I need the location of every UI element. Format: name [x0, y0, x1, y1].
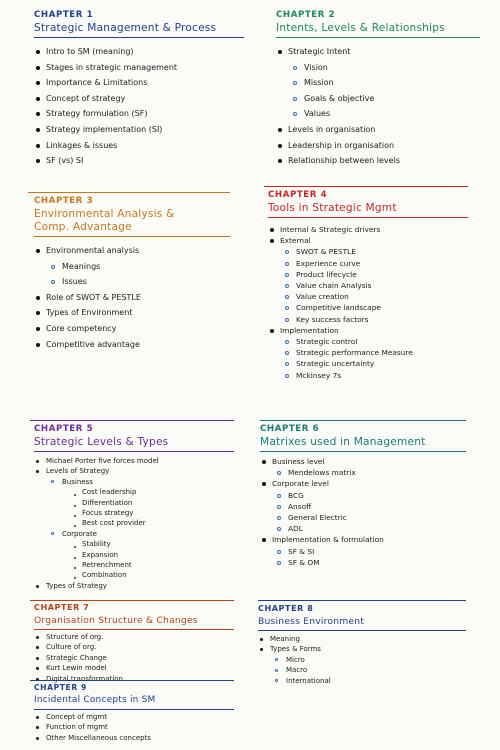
- topic-item: [34, 663, 234, 673]
- chapter-title: Strategic Management & Process: [34, 22, 244, 38]
- topic-text: SF & SI: [288, 546, 315, 556]
- topic-text: Meaning: [270, 635, 300, 643]
- bullet-icon: [285, 295, 289, 299]
- bullet-icon: [36, 50, 40, 54]
- chapter-label: CHAPTER 5: [34, 424, 94, 434]
- topic-item: [276, 153, 480, 169]
- topic-item: [34, 75, 244, 91]
- topic-text: Internal & Strategic drivers: [280, 225, 381, 234]
- topic-text: Stability: [82, 540, 111, 549]
- topic-item: [260, 456, 466, 467]
- bullet-icon: [262, 482, 266, 486]
- chapter-4: [268, 186, 468, 381]
- sub-subtopic-item: [34, 539, 234, 549]
- sub-subtopic-item: [34, 570, 234, 580]
- topic-text: Strategic Change: [46, 653, 107, 662]
- bullet-icon: [74, 494, 76, 496]
- topic-text: International: [286, 676, 331, 685]
- topic-item: [34, 153, 244, 169]
- topic-text: Implementation & formulation: [272, 535, 384, 545]
- topic-list: [276, 44, 480, 169]
- topic-item: [268, 325, 468, 336]
- topic-text: Best cost provider: [82, 519, 146, 528]
- topic-item: [34, 466, 234, 476]
- bullet-icon: [36, 112, 40, 116]
- topic-item: [276, 44, 480, 60]
- bullet-icon: [262, 538, 266, 542]
- bullet-icon: [285, 351, 289, 355]
- top-rule: [264, 186, 468, 187]
- chapter-label: CHAPTER 1: [34, 10, 94, 20]
- bullet-icon: [36, 97, 40, 101]
- bullet-icon: [36, 66, 40, 70]
- topic-text: Concept of mgmt: [46, 713, 107, 721]
- topic-text: Macro: [286, 666, 308, 675]
- top-rule: [28, 192, 230, 193]
- bullet-icon: [36, 327, 40, 331]
- topic-item: [34, 321, 230, 337]
- topic-text: Types of Environment: [46, 308, 133, 318]
- bullet-icon: [277, 527, 281, 531]
- bullet-icon: [293, 97, 297, 101]
- top-rule: [260, 420, 466, 421]
- bullet-icon: [51, 532, 54, 535]
- topic-item: [34, 91, 244, 107]
- chapter-label: CHAPTER 4: [268, 190, 328, 200]
- bullet-icon: [278, 159, 282, 163]
- topic-item: [34, 243, 230, 259]
- bullet-icon: [51, 265, 55, 269]
- bullet-icon: [36, 646, 39, 649]
- bullet-icon: [275, 679, 278, 682]
- topic-item: [34, 722, 234, 732]
- subtopic-item: [258, 676, 466, 686]
- bullet-icon: [285, 340, 289, 344]
- topic-text: Experience curve: [296, 258, 361, 268]
- topic-text: SWOT & PESTLE: [296, 247, 356, 257]
- chapter-title: Business Environment: [258, 615, 466, 631]
- sub-subtopic-item: [34, 550, 234, 560]
- bullet-icon: [260, 648, 263, 651]
- topic-text: Role of SWOT & PESTLE: [46, 292, 141, 302]
- topic-item: [258, 634, 466, 644]
- topic-text: Goals & objective: [304, 93, 375, 103]
- chapter-3: [34, 192, 230, 352]
- bullet-icon: [270, 228, 274, 232]
- chapter-title: Incidental Concepts in SM: [34, 694, 234, 710]
- topic-text: Stages in strategic management: [46, 62, 178, 72]
- bullet-icon: [277, 494, 281, 498]
- topic-item: [34, 60, 244, 76]
- bullet-icon: [36, 144, 40, 148]
- subtopic-item: [260, 523, 466, 534]
- chapter-label: CHAPTER 2: [276, 10, 336, 20]
- topic-text: Levels in organisation: [288, 124, 376, 134]
- chapter-9: [34, 680, 234, 743]
- topic-text: Corporate: [62, 529, 97, 538]
- topic-text: Environmental analysis: [46, 246, 140, 255]
- subtopic-item: [268, 302, 468, 313]
- topic-text: Intro to SM (meaning): [46, 47, 134, 56]
- sub-subtopic-item: [34, 560, 234, 570]
- bullet-icon: [285, 306, 289, 310]
- subtopic-item: [34, 259, 230, 275]
- topic-item: [34, 44, 244, 60]
- topic-text: Business level: [272, 457, 325, 466]
- subtopic-item: [268, 314, 468, 325]
- subtopic-item: [268, 269, 468, 280]
- topic-text: Micro: [286, 655, 305, 664]
- topic-text: SF (vs) SI: [46, 156, 84, 166]
- chapter-title: Organisation Structure & Changes: [34, 614, 234, 630]
- topic-text: Strategy implementation (SI): [46, 124, 163, 134]
- subtopic-item: [276, 91, 480, 107]
- topic-item: [268, 235, 468, 246]
- topic-text: Strategic uncertainty: [296, 359, 375, 369]
- chapter-7: [34, 600, 234, 684]
- bullet-icon: [285, 374, 289, 378]
- topic-text: Vision: [304, 62, 328, 72]
- top-rule: [30, 420, 234, 421]
- topic-text: ADL: [288, 524, 303, 534]
- subtopic-item: [34, 274, 230, 290]
- topic-text: Mendelows matrix: [288, 468, 356, 478]
- bullet-icon: [277, 550, 281, 554]
- topic-item: [34, 106, 244, 122]
- topic-text: Meanings: [62, 261, 101, 271]
- bullet-icon: [36, 726, 39, 729]
- bullet-icon: [36, 343, 40, 347]
- chapter-title-line-2: Comp. Advantage: [34, 221, 230, 237]
- topic-text: Combination: [82, 571, 127, 580]
- topic-list: [258, 634, 466, 686]
- topic-text: Kurt Lewin model: [46, 664, 107, 673]
- topic-text: Competitive advantage: [46, 339, 140, 349]
- topic-text: Strategy formulation (SF): [46, 109, 148, 119]
- topic-text: Strategic control: [296, 337, 358, 347]
- bullet-icon: [36, 667, 39, 670]
- bullet-icon: [74, 505, 76, 507]
- topic-text: Key success factors: [296, 314, 369, 324]
- topic-item: [34, 653, 234, 663]
- chapter-label: CHAPTER 6: [260, 424, 320, 434]
- chapter-label: CHAPTER 3: [34, 196, 94, 206]
- subtopic-item: [268, 291, 468, 302]
- topic-text: Strategic Intent: [288, 47, 351, 56]
- bullet-icon: [74, 567, 76, 569]
- topic-list: [34, 456, 234, 591]
- topic-text: Focus strategy: [82, 509, 134, 518]
- topic-text: Types & Forms: [270, 645, 321, 654]
- bullet-icon: [277, 505, 281, 509]
- sub-subtopic-item: [34, 508, 234, 518]
- bullet-icon: [260, 638, 263, 641]
- bullet-icon: [36, 296, 40, 300]
- bullet-icon: [36, 249, 40, 253]
- topic-list: [34, 243, 230, 352]
- bullet-icon: [51, 480, 54, 483]
- topic-item: [258, 644, 466, 654]
- bullet-icon: [285, 250, 289, 254]
- topic-text: Core competency: [46, 323, 117, 333]
- topic-text: External: [280, 236, 311, 246]
- topic-item: [34, 122, 244, 138]
- bullet-icon: [285, 284, 289, 288]
- top-rule: [258, 600, 466, 601]
- bullet-icon: [278, 50, 282, 54]
- topic-item: [34, 642, 234, 652]
- chapter-2: [276, 10, 480, 169]
- topic-text: Expansion: [82, 550, 119, 559]
- topic-item: [34, 712, 234, 722]
- subtopic-item: [260, 467, 466, 478]
- topic-text: Michael Porter five forces model: [46, 457, 159, 465]
- bullet-icon: [36, 460, 39, 463]
- bullet-icon: [293, 81, 297, 85]
- bullet-icon: [36, 311, 40, 315]
- topic-text: Types of Strategy: [46, 581, 107, 590]
- chapter-label: CHAPTER 8: [258, 604, 314, 613]
- topic-text: Levels of Strategy: [46, 467, 110, 476]
- topic-list: [260, 456, 466, 568]
- chapter-title: Intents, Levels & Relationships: [276, 22, 480, 38]
- topic-text: Differentiation: [82, 498, 133, 507]
- chapter-6: [260, 420, 466, 568]
- bullet-icon: [285, 273, 289, 277]
- bullet-icon: [36, 737, 39, 740]
- topic-text: Other Miscellaneous concepts: [46, 733, 151, 742]
- bullet-icon: [36, 636, 39, 639]
- topic-text: Implementation: [280, 325, 339, 335]
- subtopic-item: [258, 665, 466, 675]
- bullet-icon: [74, 557, 76, 559]
- sub-subtopic-item: [34, 498, 234, 508]
- chapter-title: Strategic Levels & Types: [34, 436, 234, 452]
- chapter-label: CHAPTER 7: [34, 603, 90, 612]
- sub-subtopic-item: [34, 518, 234, 528]
- bullet-icon: [74, 546, 76, 548]
- bullet-icon: [278, 128, 282, 132]
- bullet-icon: [36, 657, 39, 660]
- bullet-icon: [277, 471, 281, 475]
- sub-subtopic-item: [34, 487, 234, 497]
- topic-item: [34, 337, 230, 353]
- chapter-5: [34, 420, 234, 591]
- topic-text: Corporate level: [272, 479, 329, 489]
- topic-text: Mckinsey 7s: [296, 370, 342, 380]
- subtopic-item: [260, 557, 466, 568]
- top-rule: [30, 600, 234, 601]
- topic-item: [34, 456, 234, 466]
- subtopic-item: [268, 280, 468, 291]
- bullet-icon: [36, 159, 40, 163]
- topic-text: Function of mgmt: [46, 723, 108, 732]
- bullet-icon: [36, 81, 40, 85]
- topic-text: Cost leadership: [82, 488, 137, 497]
- topic-item: [34, 632, 234, 642]
- bullet-icon: [36, 716, 39, 719]
- topic-text: Business: [62, 477, 93, 486]
- bullet-icon: [293, 112, 297, 116]
- subtopic-item: [268, 336, 468, 347]
- topic-item: [34, 305, 230, 321]
- topic-item: [260, 534, 466, 545]
- topic-text: Structure of org.: [46, 633, 104, 641]
- topic-text: Competitive landscape: [296, 303, 381, 313]
- topic-text: Product lifecycle: [296, 269, 357, 279]
- topic-text: Linkages & issues: [46, 140, 118, 150]
- bullet-icon: [277, 561, 281, 565]
- topic-list: [34, 632, 234, 684]
- topic-item: [34, 138, 244, 154]
- bullet-icon: [51, 280, 55, 284]
- topic-item: [276, 122, 480, 138]
- bullet-icon: [74, 515, 76, 517]
- subtopic-item: [34, 477, 234, 487]
- subtopic-item: [268, 347, 468, 358]
- subtopic-item: [258, 655, 466, 665]
- topic-text: BCG: [288, 490, 304, 500]
- topic-list: [34, 44, 244, 169]
- bullet-icon: [285, 262, 289, 266]
- topic-list: [34, 712, 234, 743]
- topic-text: Value creation: [296, 292, 349, 302]
- topic-text: Culture of org.: [46, 643, 97, 652]
- chapter-1: [34, 10, 244, 169]
- topic-item: [276, 138, 480, 154]
- subtopic-item: [260, 501, 466, 512]
- bullet-icon: [270, 239, 274, 243]
- topic-item: [34, 733, 234, 743]
- topic-text: Values: [304, 109, 331, 119]
- topic-item: [260, 478, 466, 489]
- topic-text: Retrenchment: [82, 561, 132, 570]
- topic-text: Concept of strategy: [46, 93, 126, 103]
- chapter-title: Tools in Strategic Mgmt: [268, 202, 468, 218]
- bullet-icon: [74, 577, 76, 579]
- topic-text: Importance & Limitations: [46, 78, 148, 88]
- topic-text: SF & OM: [288, 557, 320, 567]
- bullet-icon: [285, 318, 289, 322]
- topic-item: [268, 224, 468, 235]
- topic-text: Strategic performance Measure: [296, 348, 413, 358]
- topic-item: [34, 581, 234, 591]
- bullet-icon: [36, 470, 39, 473]
- subtopic-item: [276, 106, 480, 122]
- subtopic-item: [276, 75, 480, 91]
- chapter-title-line-1: Environmental Analysis &: [34, 208, 175, 220]
- bullet-icon: [275, 658, 278, 661]
- subtopic-item: [260, 490, 466, 501]
- topic-item: [34, 290, 230, 306]
- subtopic-item: [260, 512, 466, 523]
- bullet-icon: [275, 669, 278, 672]
- topic-list: [268, 224, 468, 381]
- top-rule: [30, 680, 234, 681]
- bullet-icon: [270, 329, 274, 333]
- bullet-icon: [262, 460, 266, 464]
- bullet-icon: [36, 128, 40, 132]
- subtopic-item: [268, 258, 468, 269]
- subtopic-item: [268, 246, 468, 257]
- bullet-icon: [278, 144, 282, 148]
- chapter-label: CHAPTER 9: [34, 683, 87, 692]
- chapter-8: [258, 600, 466, 686]
- chapter-title: Matrixes used in Management: [260, 436, 466, 452]
- topic-text: Leadership in organisation: [288, 140, 395, 150]
- topic-text: Issues: [62, 277, 87, 287]
- bullet-icon: [36, 585, 39, 588]
- bullet-icon: [285, 362, 289, 366]
- subtopic-item: [268, 370, 468, 381]
- bullet-icon: [277, 516, 281, 520]
- subtopic-item: [260, 546, 466, 557]
- topic-text: Mission: [304, 78, 334, 88]
- subtopic-item: [276, 60, 480, 76]
- subtopic-item: [268, 358, 468, 369]
- bullet-icon: [74, 525, 76, 527]
- topic-text: Ansoff: [288, 501, 312, 511]
- topic-text: Digital transformation: [46, 674, 123, 683]
- topic-text: Value chain Analysis: [296, 281, 372, 291]
- bullet-icon: [293, 66, 297, 70]
- topic-text: General Electric: [288, 513, 347, 523]
- topic-text: Relationship between levels: [288, 156, 400, 166]
- subtopic-item: [34, 529, 234, 539]
